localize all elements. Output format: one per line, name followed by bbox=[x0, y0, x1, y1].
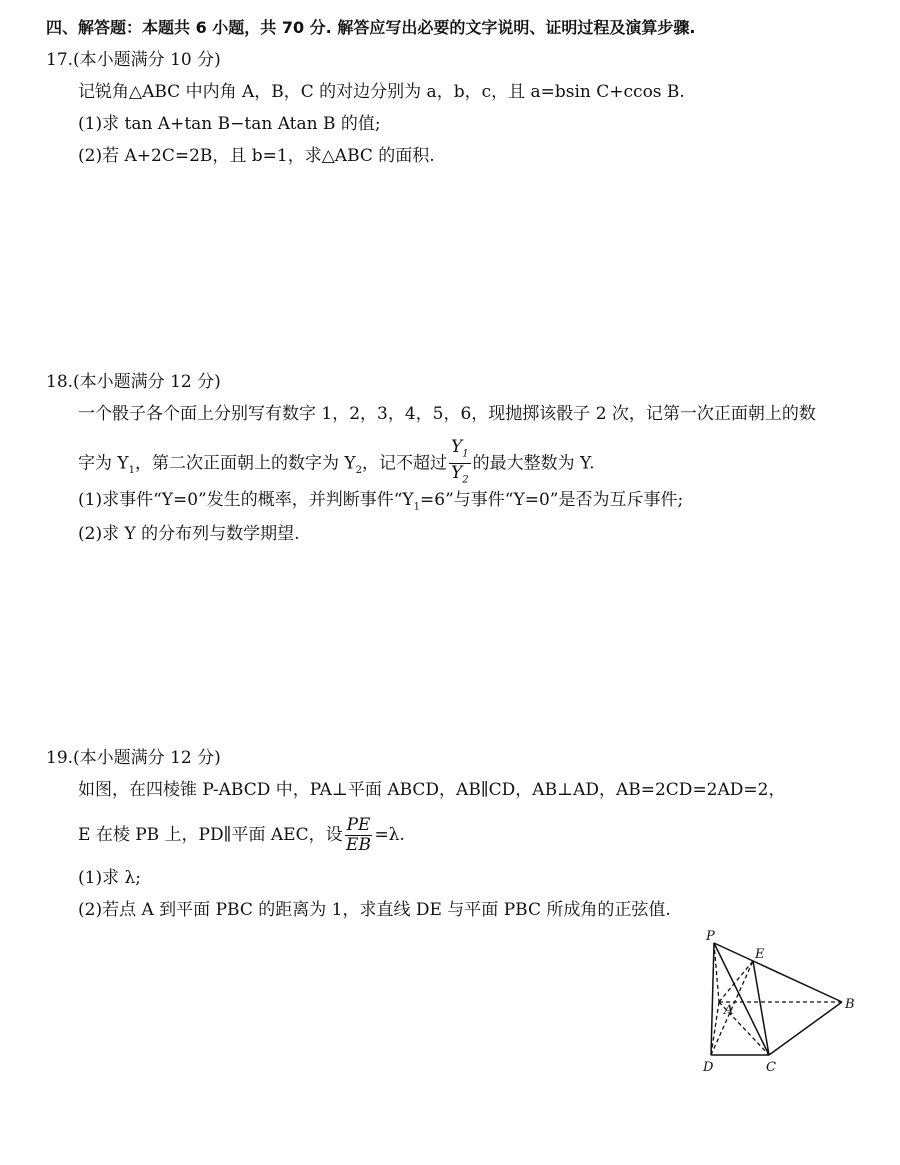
text-segment: E 在棱 PB 上，PD∥平面 AEC，设 bbox=[78, 825, 343, 845]
problem-19-stem-line-1: 如图，在四棱锥 P-ABCD 中，PA⊥平面 ABCD，AB∥CD，AB⊥AD，AB=2CD=2AD=2， bbox=[78, 780, 786, 800]
fraction-denominator: EB bbox=[346, 835, 371, 855]
problem-17-stem: 记锐角△ABC 中内角 A，B，C 的对边分别为 a，b，c，且 a=bsin C+ccos B. bbox=[78, 82, 685, 102]
edge-ec bbox=[753, 961, 769, 1055]
problem-18-stem-line-1: 一个骰子各个面上分别写有数字 1，2，3，4，5，6，现抛掷该骰子 2 次，记第一次正面朝上的数 bbox=[78, 404, 816, 424]
label-c: C bbox=[766, 1060, 776, 1075]
problem-18-question-2: (2)求 Y 的分布列与数学期望. bbox=[78, 524, 300, 544]
section-header: 四、解答题：本题共 6 小题，共 70 分. 解答应写出必要的文字说明、证明过程及演算步骤. bbox=[46, 18, 696, 37]
fraction-numerator: PE bbox=[346, 815, 371, 835]
problem-score: (本小题满分 12 分) bbox=[73, 372, 221, 392]
fraction-denominator: Y bbox=[451, 463, 463, 484]
text-segment: =6”与事件“Y=0”是否为互斥事件; bbox=[420, 490, 684, 510]
problem-19-question-2: (2)若点 A 到平面 PBC 的距离为 1，求直线 DE 与平面 PBC 所成角的正弦值. bbox=[78, 900, 671, 920]
edge-pb bbox=[714, 943, 842, 1002]
edge-cb bbox=[769, 1002, 842, 1055]
problem-17-question-2: (2)若 A+2C=2B，且 b=1，求△ABC 的面积. bbox=[78, 146, 435, 166]
subscript: 2 bbox=[355, 464, 363, 476]
subscript: 2 bbox=[462, 474, 469, 486]
text-segment: (1)求事件“Y=0”发生的概率，并判断事件“Y bbox=[78, 490, 414, 510]
text-segment: =λ. bbox=[374, 825, 405, 845]
problem-score: (本小题满分 12 分) bbox=[73, 748, 221, 768]
label-a: A bbox=[724, 1003, 734, 1018]
label-d: D bbox=[703, 1060, 714, 1075]
subscript: 1 bbox=[128, 464, 136, 476]
problem-score: (本小题满分 10 分) bbox=[73, 50, 221, 70]
text-segment: ，记不超过 bbox=[362, 453, 448, 474]
label-p: P bbox=[706, 929, 715, 944]
problem-19-question-1: (1)求 λ; bbox=[78, 868, 141, 888]
label-e: E bbox=[755, 947, 765, 962]
fraction-numerator: Y bbox=[451, 437, 463, 457]
label-b: B bbox=[845, 997, 855, 1012]
problem-19-stem-line-2 bbox=[78, 816, 405, 855]
problem-number: 18. bbox=[46, 372, 74, 392]
text-segment: 的最大整数为 Y. bbox=[472, 453, 595, 474]
problem-19-heading bbox=[46, 746, 221, 770]
subscript: 1 bbox=[462, 448, 469, 460]
problem-17-heading bbox=[46, 48, 221, 72]
fraction-pe-over-eb bbox=[345, 816, 373, 855]
problem-number: 19. bbox=[46, 748, 74, 768]
problem-number: 17. bbox=[46, 50, 74, 70]
problem-18-heading bbox=[46, 370, 221, 394]
text-segment: 字为 Y bbox=[78, 453, 129, 474]
problem-17-question-1: (1)求 tan A+tan B−tan Atan B 的值; bbox=[78, 114, 381, 134]
problem-18-stem-line-2 bbox=[78, 438, 594, 490]
edge-ae-hidden bbox=[719, 961, 753, 1002]
pyramid-figure bbox=[696, 928, 866, 1080]
fraction-y1-over-y2 bbox=[449, 438, 471, 490]
problem-18-question-1 bbox=[78, 488, 683, 519]
text-segment: ，第二次正面朝上的数字为 Y bbox=[135, 453, 356, 474]
subscript: 1 bbox=[413, 501, 421, 513]
